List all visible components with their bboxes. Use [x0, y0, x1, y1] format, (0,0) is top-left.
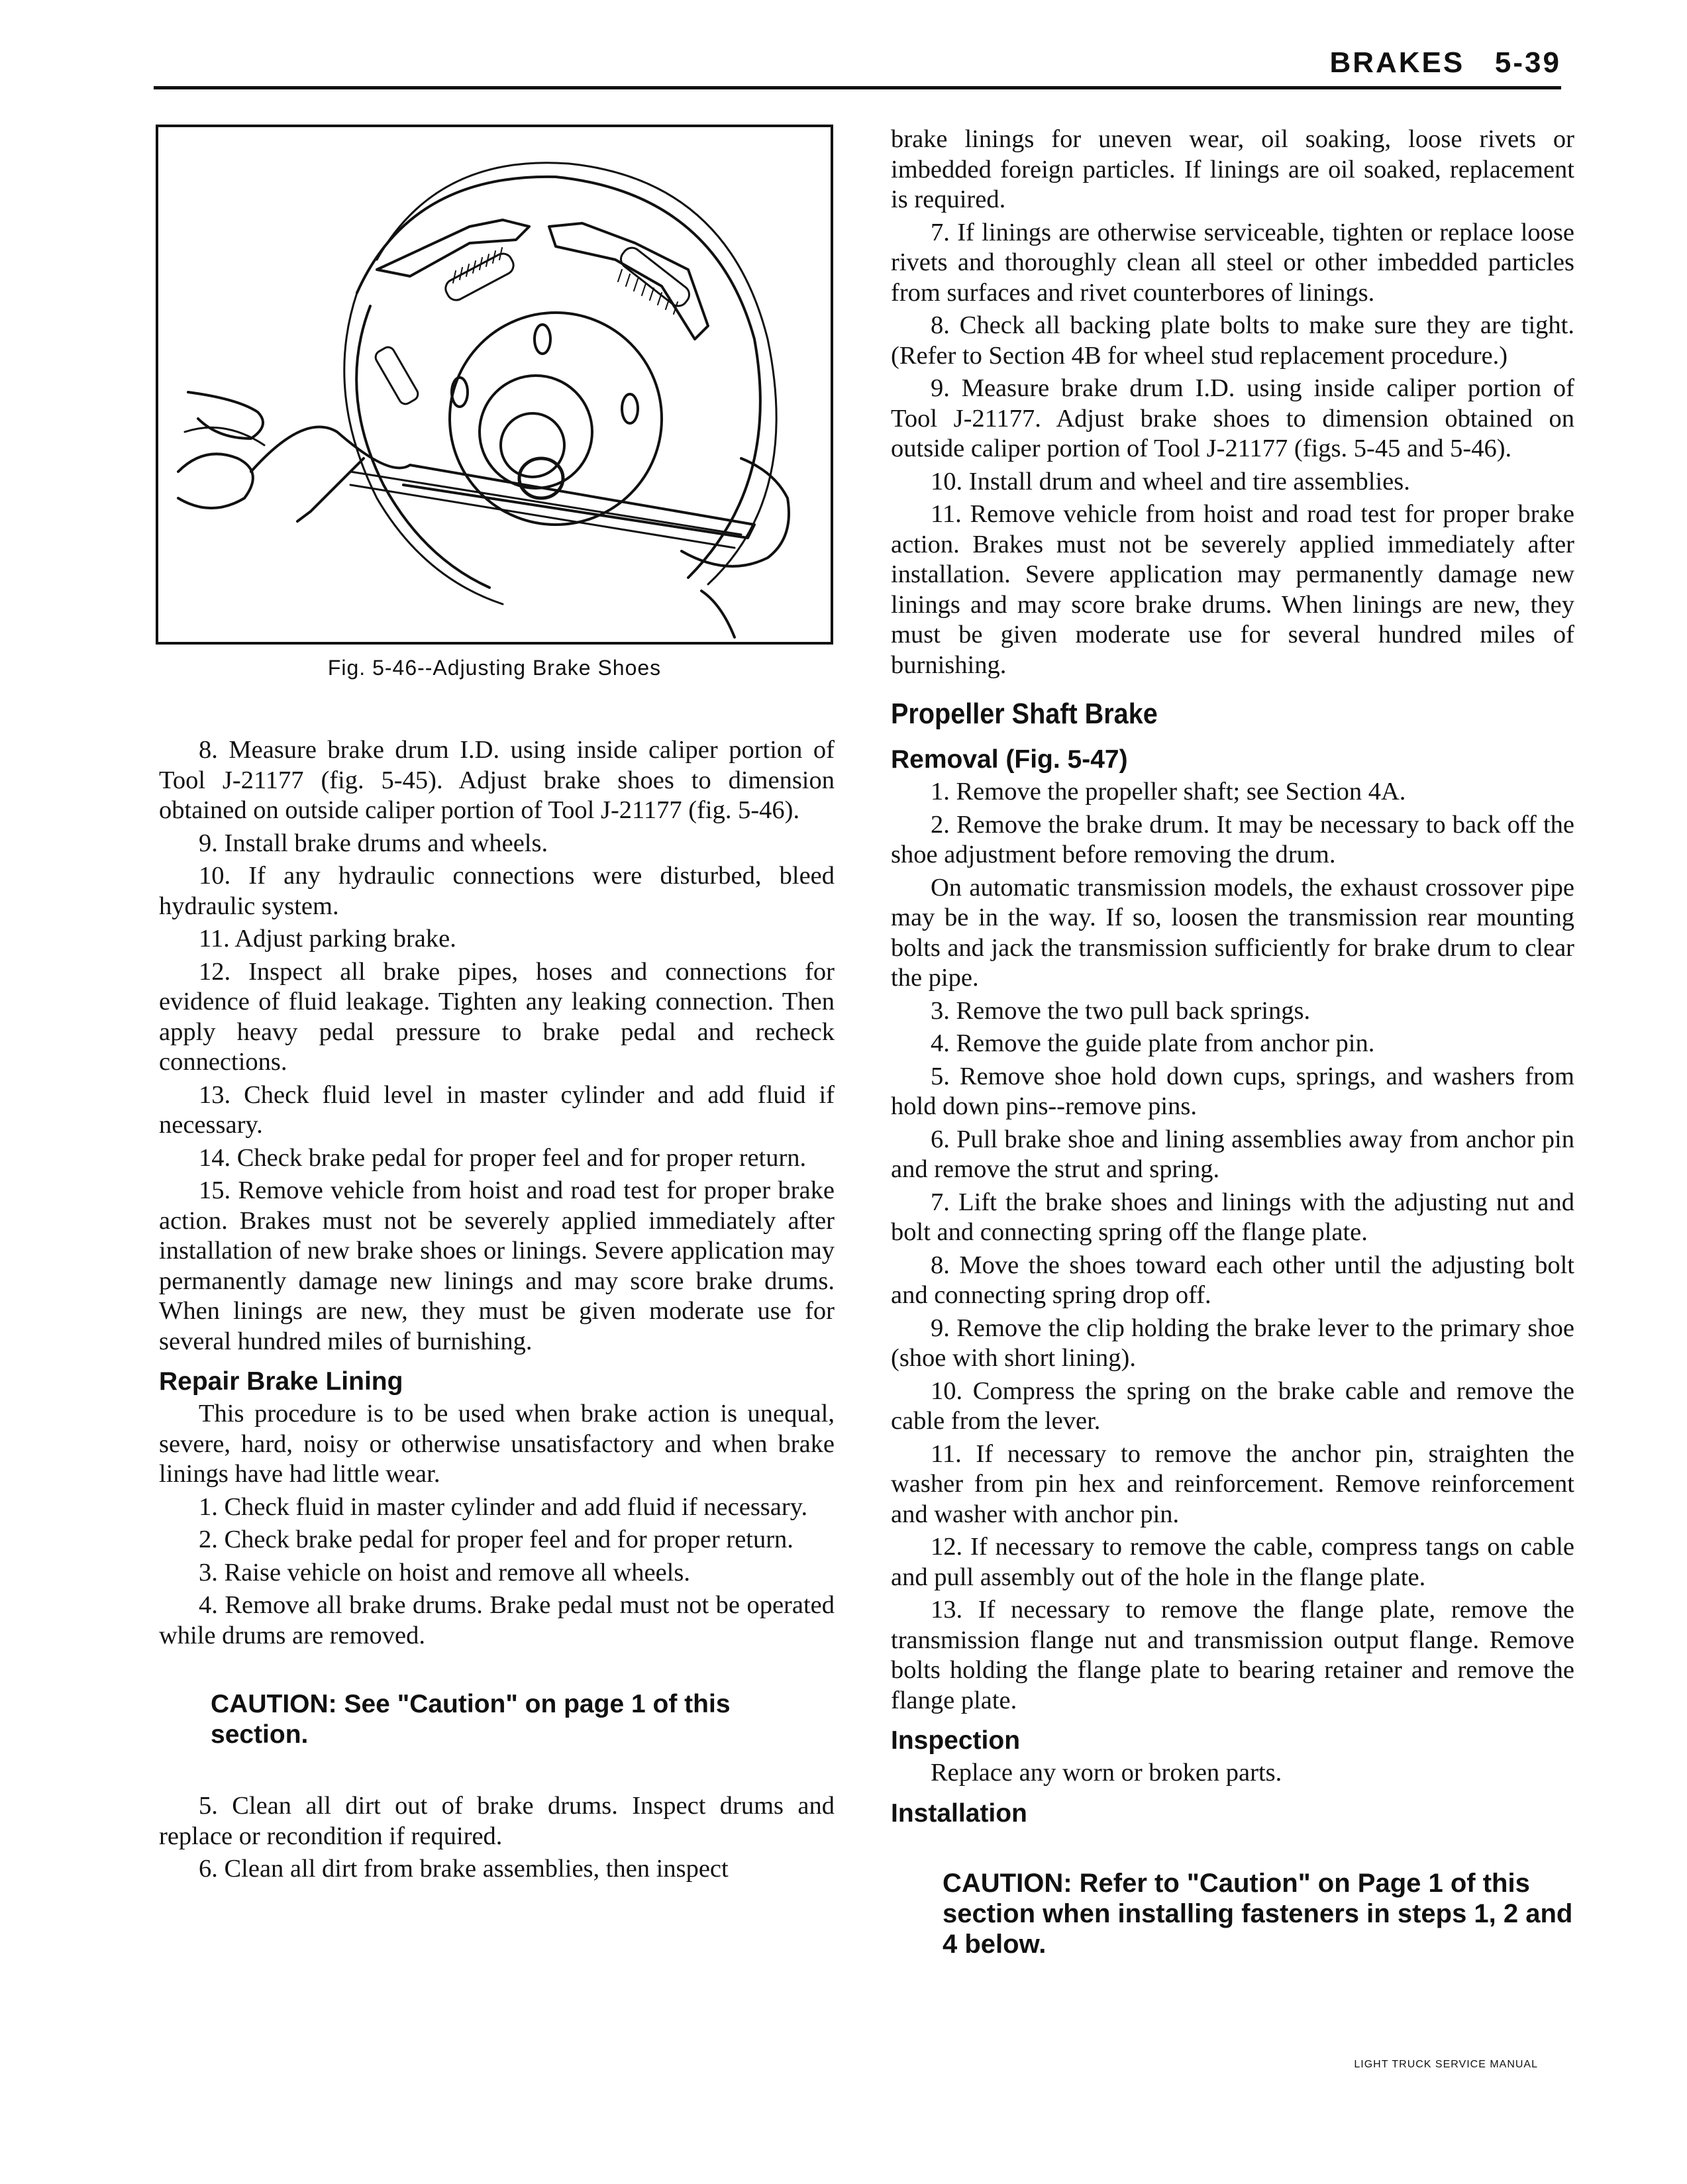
caution-note: CAUTION: See "Caution" on page 1 of this section.	[211, 1690, 731, 1749]
paragraph: 7. If linings are otherwise serviceable, tighten or replace loose rivets and thoroughly clean all steel or other imbedded particles from surfaces and rivet counterbores of linings.	[891, 218, 1574, 307]
paragraph: 5. Clean all dirt out of brake drums. Inspect drums and replace or recondition if required.	[159, 1792, 835, 1850]
paragraph: 4. Remove the guide plate from anchor pin.	[931, 1029, 1375, 1057]
paragraph: 9. Install brake drums and wheels.	[199, 829, 548, 857]
figure-adjusting-brake-shoes	[156, 125, 833, 645]
paragraph: 11. Remove vehicle from hoist and road test for proper brake action. Brakes must not be severely applied immediately after installation. Severe application may permanently damage new linings and may score brake drums. When linings are new, they must be given moderate use for several hundred miles of burnishing.	[891, 500, 1574, 679]
heading-installation: Installation	[891, 1798, 1027, 1828]
paragraph: 13. Check fluid level in master cylinder and add fluid if necessary.	[159, 1080, 835, 1139]
paragraph: 10. Install drum and wheel and tire assemblies.	[931, 467, 1410, 495]
header-rule	[154, 86, 1561, 89]
paragraph: 2. Check brake pedal for proper feel and for proper return.	[199, 1526, 793, 1553]
footer-manual-title: LIGHT TRUCK SERVICE MANUAL	[1354, 2059, 1538, 2070]
paragraph: 3. Remove the two pull back springs.	[931, 996, 1311, 1025]
paragraph: 14. Check brake pedal for proper feel and for proper return.	[199, 1143, 807, 1172]
heading-inspection: Inspection	[891, 1726, 1021, 1755]
paragraph: On automatic transmission models, the exhaust crossover pipe may be in the way. If so, loosen the transmission rear mounting bolts and jack the transmission sufficiently for brake drum to clear the pipe.	[891, 873, 1574, 992]
paragraph: 11. If necessary to remove the anchor pin, straighten the washer from pin hex and reinforcement. Remove reinforcement and washer with anchor pin.	[891, 1439, 1574, 1528]
brake-shoe-illustration-icon	[158, 127, 831, 642]
right-column	[891, 125, 1574, 1986]
paragraph: 8. Move the shoes toward each other until the adjusting bolt and connecting spring drop off.	[891, 1251, 1574, 1309]
paragraph: 1. Check fluid in master cylinder and add fluid if necessary.	[199, 1492, 808, 1521]
heading-propeller-shaft-brake: Propeller Shaft Brake	[891, 698, 1158, 730]
paragraph: This procedure is to be used when brake action is unequal, severe, hard, noisy or otherwise unsatisfactory and when brake linings have had little wear.	[159, 1400, 835, 1488]
paragraph: 1. Remove the propeller shaft; see Section 4A.	[931, 778, 1406, 806]
paragraph: 5. Remove shoe hold down cups, springs, and washers from hold down pins--remove pins.	[891, 1062, 1574, 1120]
caution-note: CAUTION: Refer to "Caution" on Page 1 of this section when installing fasteners in steps 1, 2 and 4 below.	[943, 1868, 1573, 1959]
paragraph: 3. Raise vehicle on hoist and remove all wheels.	[199, 1558, 690, 1586]
paragraph: 13. If necessary to remove the flange plate, remove the transmission flange nut and transmission output flange. Remove bolts holding the flange plate to bearing retainer and remove the flange plate.	[891, 1596, 1574, 1714]
paragraph: 9. Measure brake drum I.D. using inside caliper portion of Tool J-21177. Adjust brake shoes to dimension obtained on outside caliper portion of Tool J-21177 (figs. 5-45 and 5-46).	[891, 374, 1574, 462]
figure-caption: Fig. 5-46--Adjusting Brake Shoes	[327, 656, 662, 680]
paragraph: 11. Adjust parking brake.	[199, 925, 456, 953]
paragraph: 9. Remove the clip holding the brake lever to the primary shoe (shoe with short lining).	[891, 1314, 1574, 1372]
paragraph: 6. Clean all dirt from brake assemblies, then inspect	[199, 1855, 729, 1883]
page-header	[154, 46, 1561, 93]
paragraph: 4. Remove all brake drums. Brake pedal must not be operated while drums are removed.	[159, 1591, 835, 1649]
paragraph: 7. Lift the brake shoes and linings with the adjusting nut and bolt and connecting spring off the flange plate.	[891, 1188, 1574, 1246]
paragraph: Replace any worn or broken parts.	[931, 1759, 1282, 1787]
paragraph: 12. Inspect all brake pipes, hoses and connections for evidence of fluid leakage. Tighten any leaking connection. Then apply heavy pedal pressure to brake pedal and recheck connections.	[159, 957, 835, 1076]
paragraph: 10. Compress the spring on the brake cable and remove the cable from the lever.	[891, 1377, 1574, 1435]
paragraph: 12. If necessary to remove the cable, compress tangs on cable and pull assembly out of the hole in the flange plate.	[891, 1533, 1574, 1591]
paragraph: 8. Measure brake drum I.D. using inside caliper portion of Tool J-21177 (fig. 5-45). Adjust brake shoes to dimension obtained on outside caliper portion of Tool J-21177 (fig. 5-46).	[159, 736, 835, 824]
header-title: BRAKES 5-39	[1329, 46, 1561, 79]
paragraph: brake linings for uneven wear, oil soaking, loose rivets or imbedded foreign particles. If linings are oil soaked, replacement is required.	[891, 125, 1574, 213]
heading-repair-brake-lining: Repair Brake Lining	[159, 1367, 403, 1396]
paragraph: 6. Pull brake shoe and lining assemblies away from anchor pin and remove the strut and spring.	[891, 1125, 1574, 1183]
paragraph: 8. Check all backing plate bolts to make sure they are tight. (Refer to Section 4B for wheel stud replacement procedure.)	[891, 311, 1574, 370]
left-column	[159, 735, 835, 1887]
paragraph: 15. Remove vehicle from hoist and road test for proper brake action. Brakes must not be severely applied immediately after installation of new brake shoes or linings. Severe application may permanently damage new linings and may score brake drums. When linings are new, they must be given moderate use for several hundred miles of burnishing.	[159, 1176, 835, 1355]
paragraph: 10. If any hydraulic connections were disturbed, bleed hydraulic system.	[159, 862, 835, 920]
paragraph: 2. Remove the brake drum. It may be necessary to back off the shoe adjustment before removing the drum.	[891, 810, 1574, 868]
heading-removal: Removal (Fig. 5-47)	[891, 745, 1128, 774]
